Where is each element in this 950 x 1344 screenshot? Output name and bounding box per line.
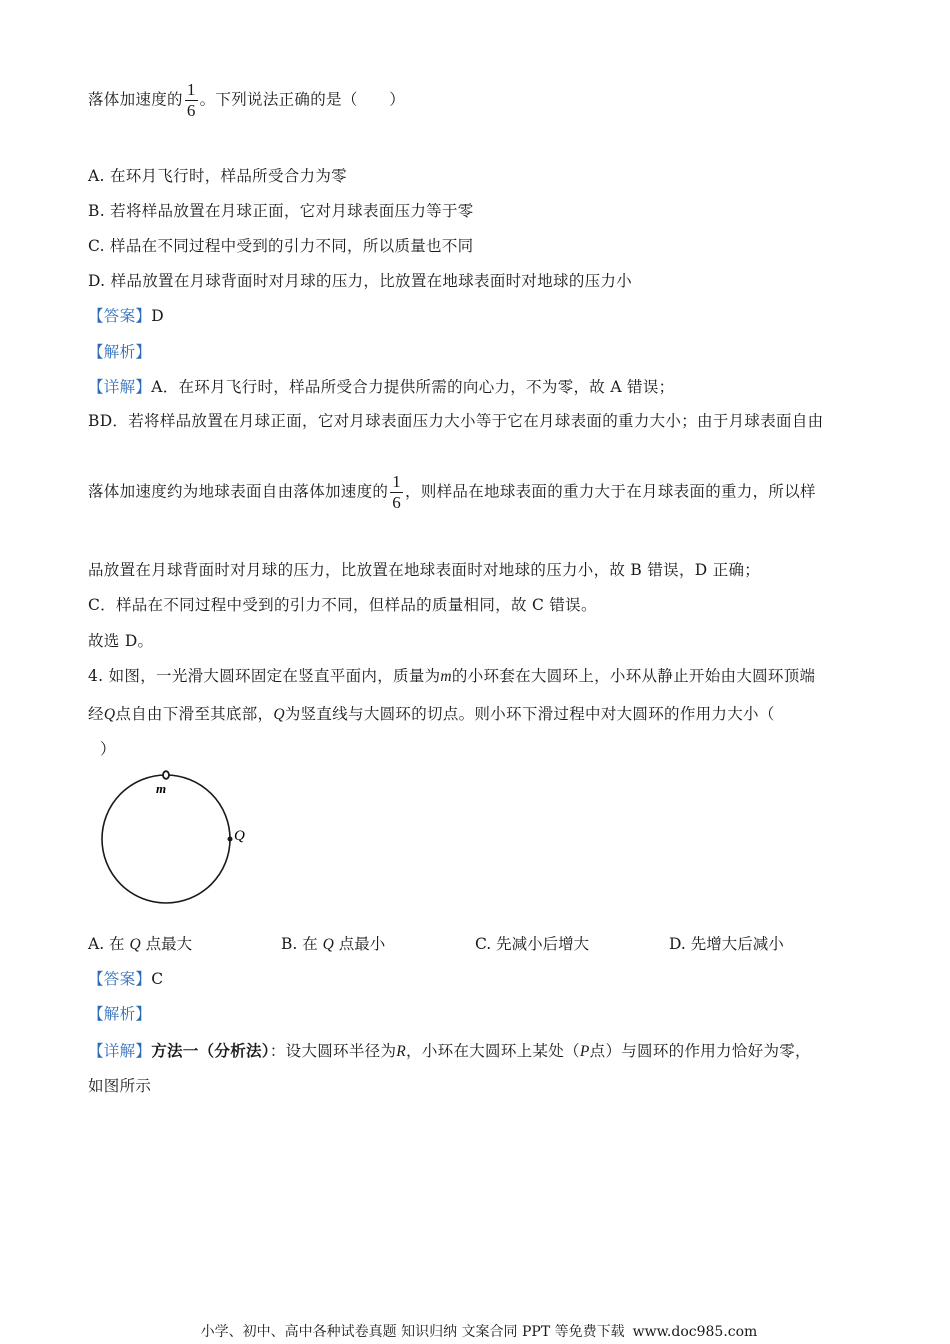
q4-detail (88, 1040, 811, 1063)
detail-tag: 【详解】 (88, 1042, 152, 1060)
option-text: 点最小 (333, 935, 386, 953)
fraction-numerator: 1 (392, 472, 402, 491)
intro-text-after: 。下列说法正确的是（ ） (199, 90, 406, 109)
answer-tag: 【答案】 (88, 970, 152, 988)
footer-url[interactable]: www.doc985.com (632, 1324, 758, 1340)
option-var-q: Q (129, 936, 141, 953)
intro-line (88, 80, 405, 121)
detail-text: 点）与圆环的作用力恰好为零， (589, 1042, 811, 1060)
q4-var-q: Q (273, 706, 285, 723)
q4-text: 为竖直线与大圆环的切点。则小环下滑过程中对大圆环的作用力大小（ (284, 705, 775, 723)
fraction-denominator: 6 (392, 493, 402, 512)
q4-answer (88, 968, 163, 990)
detail-text: ：设大圆环半径为 (269, 1042, 397, 1060)
label-m: m (156, 781, 167, 796)
q4-line-1 (88, 665, 815, 688)
fraction-numerator: 1 (186, 80, 196, 99)
q3-option-c: C. 样品在不同过程中受到的引力不同，所以质量也不同 (88, 237, 474, 255)
option-text: 点最大 (140, 935, 193, 953)
q3-detail-bd1: BD．若将样品放置在月球正面，它对月球表面压力大小等于它在月球表面的重力大小；由于月球表面自由 (88, 412, 824, 430)
q3-detail-bd3: 品放置在月球背面时对月球的压力，比放置在地球表面时对地球的压力小，故 B 错误，D 正确； (88, 561, 761, 579)
q3-analysis-tag: 【解析】 (88, 343, 152, 361)
q4-analysis-tag: 【解析】 (88, 1005, 152, 1023)
method-label: 方法一（分析法） (151, 1041, 270, 1060)
q3-detail-a (88, 376, 674, 398)
footer-text: 小学、初中、高中各种试卷真题 知识归纳 文案合同 PPT 等免费下载 (200, 1324, 625, 1340)
q4-var-m: m (440, 668, 452, 685)
option-var-q: Q (322, 936, 334, 953)
q4-option-d: D. 先增大后减小 (669, 935, 784, 953)
q4-text: 点自由下滑至其底部， (115, 705, 274, 723)
q4-option-b (281, 933, 385, 956)
answer-value: C (151, 970, 164, 988)
q4-option-a (88, 933, 192, 956)
q4-text: 4. 如图，一光滑大圆环固定在竖直平面内，质量为 (88, 667, 441, 685)
page-footer (0, 1322, 950, 1342)
q4-figure (96, 768, 266, 908)
label-q: Q (234, 828, 245, 844)
point-q (228, 837, 233, 842)
q3-option-d: D. 样品放置在月球背面时对月球的压力，比放置在地球表面时对地球的压力小 (88, 272, 633, 290)
detail-text: ，小环在大圆环上某处（ (406, 1042, 580, 1060)
detail-var-p: P (579, 1043, 590, 1060)
q3-answer (88, 305, 164, 327)
detail-tag: 【详解】 (88, 378, 152, 396)
detail-var-r: R (396, 1043, 407, 1060)
fraction-denominator: 6 (186, 101, 196, 120)
answer-value: D (151, 307, 164, 325)
answer-tag: 【答案】 (88, 307, 152, 325)
option-text: A. 在 (88, 935, 130, 953)
detail-bd2-before: 落体加速度约为地球表面自由落体加速度的 (88, 482, 389, 501)
option-text: B. 在 (281, 935, 323, 953)
q3-option-a: A. 在环月飞行时，样品所受合力为零 (88, 167, 347, 185)
detail-bd2-after: ，则样品在地球表面的重力大于在月球表面的重力，所以样 (405, 482, 816, 501)
q4-detail-line-2: 如图所示 (88, 1077, 152, 1095)
q4-option-c: C. 先减小后增大 (475, 935, 590, 953)
fraction-one-sixth-2 (390, 472, 403, 513)
detail-line-a: A．在环月飞行时，样品所受合力提供所需的向心力，不为零，故 A 错误； (151, 378, 675, 396)
q4-line-2 (88, 703, 775, 726)
q3-detail-c: C．样品在不同过程中受到的引力不同，但样品的质量相同，故 C 错误。 (88, 596, 597, 614)
q4-line-3: ） (100, 740, 116, 758)
q4-var-q: Q (103, 706, 116, 723)
q3-choose: 故选 D。 (88, 632, 154, 650)
q4-text: 的小环套在大圆环上，小环从静止开始由大圆环顶端 (451, 667, 816, 685)
q3-option-b: B. 若将样品放置在月球正面，它对月球表面压力等于零 (88, 202, 474, 220)
small-ring (163, 771, 169, 779)
fraction-one-sixth (185, 80, 198, 121)
intro-text-before: 落体加速度的 (88, 90, 183, 109)
q4-text: 经 (88, 705, 104, 723)
q3-detail-bd2 (88, 472, 816, 513)
